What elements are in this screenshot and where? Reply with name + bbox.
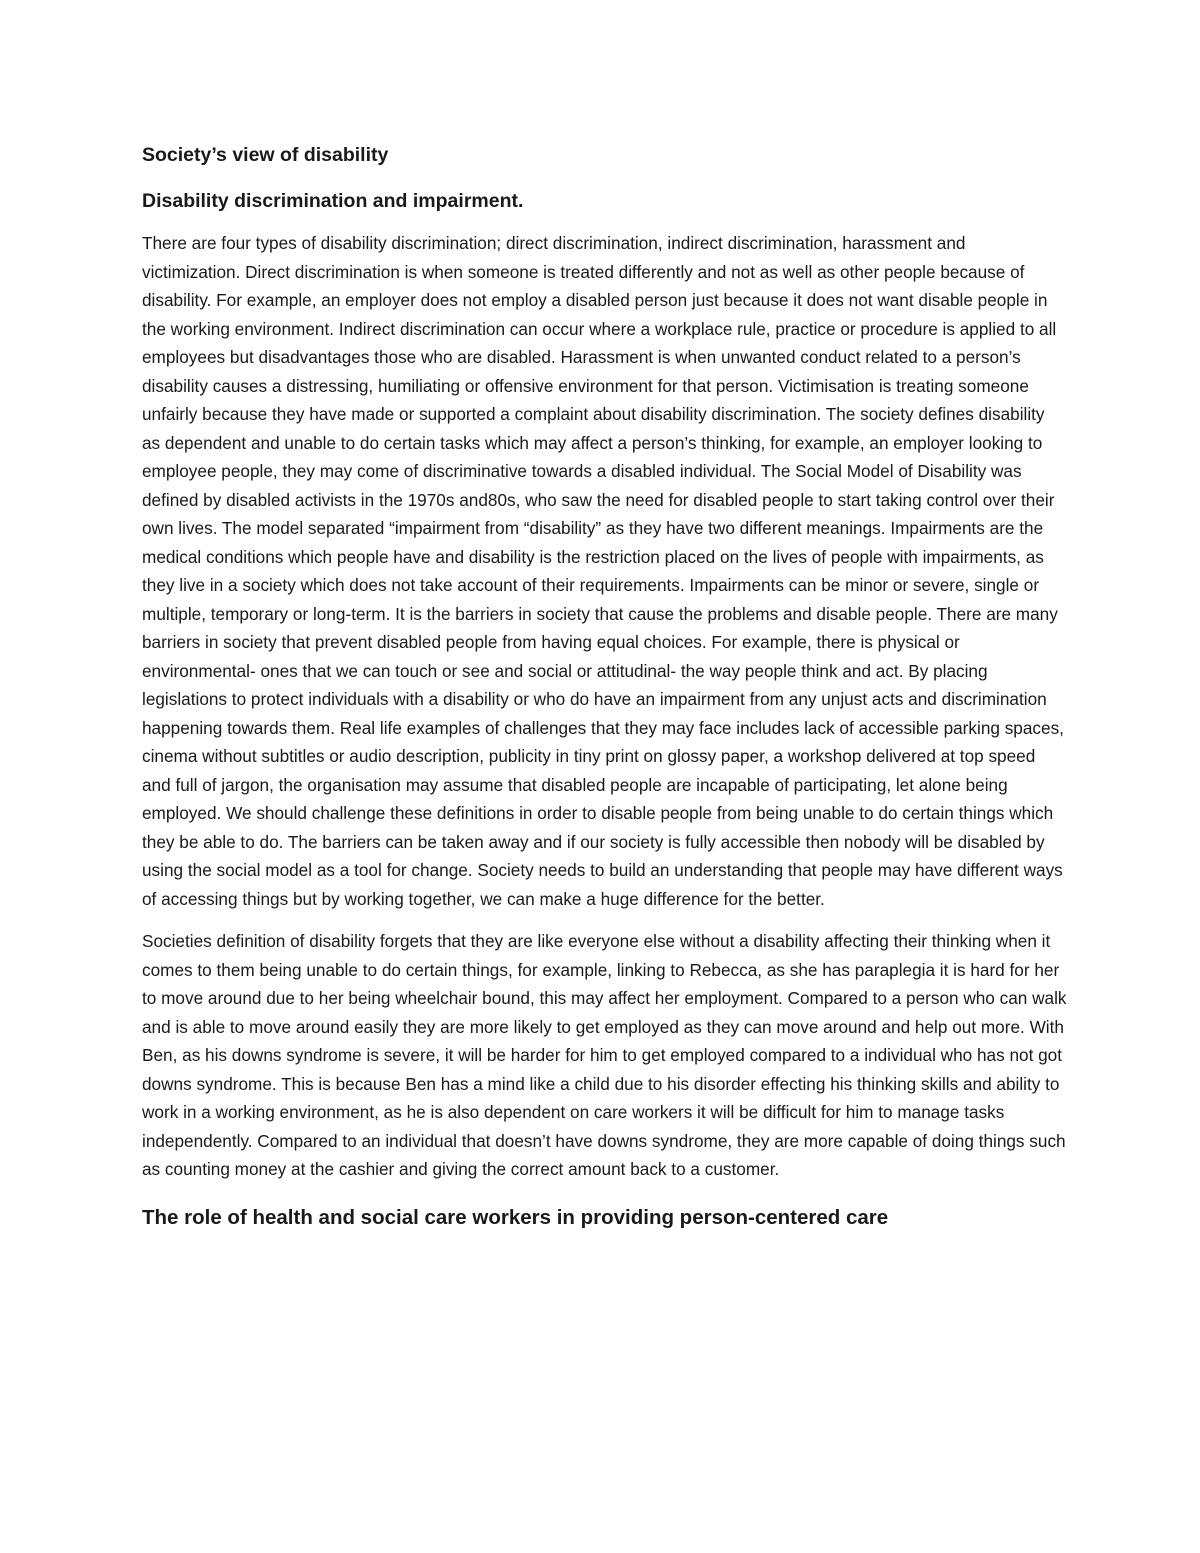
paragraph-society-definition: Societies definition of disability forgets that they are like everyone else without a disability affecting their thinking when it comes to them being unable to do certain things, for example, linking to Rebecca, as she has paraplegia it is hard for her to move around due to her being wheelchair bound, this may affect her employment. Compared to a person who can walk and is able to move around easily they are more likely to get employed as they can move around and help out more. With Ben, as his downs syndrome is severe, it will be harder for him to get employed compared to a individual who has not got downs syndrome. This is because Ben has a mind like a child due to his disorder effecting his thinking skills and ability to work in a working environment, as he is also dependent on care workers it will be difficult for him to manage tasks independently. Compared to an individual that doesn’t have downs syndrome, they are more capable of doing things such as counting money at the cashier and giving the correct amount back to a customer. <box>142 931 1067 1179</box>
paragraph-discrimination-types: There are four types of disability discrimination; direct discrimination, indirect discrimination, harassment and victimization. Direct discrimination is when someone is treated differently and not as well as other people because of disability. For example, an employer does not employ a disabled person just because it does not want disable people in the working environment. Indirect discrimination can occur where a workplace rule, practice or procedure is applied to all employees but disadvantages those who are disabled. Harassment is when unwanted conduct related to a person’s disability causes a distressing, humiliating or offensive environment for that person. Victimisation is treating someone unfairly because they have made or supported a complaint about disability discrimination. The society defines disability as dependent and unable to do certain tasks which may affect a person’s thinking, for example, an employer looking to employee people, they may come of discriminative towards a disabled individual. The Social Model of Disability was defined by disabled activists in the 1970s and80s, who saw the need for disabled people to start taking control over their own lives. The model separated “impairment from “disability” as they have two different meanings. Impairments are the medical conditions which people have and disability is the restriction placed on the lives of people with impairments, as they live in a society which does not take account of their requirements. Impairments can be minor or severe, single or multiple, temporary or long-term. It is the barriers in society that cause the problems and disable people. There are many barriers in society that prevent disabled people from having equal choices. For example, there is physical or environmental- ones that we can touch or see and social or attitudinal- the way people think and act. By placing legislations to protect individuals with a disability or who do have an impairment from any unjust acts and discrimination happening towards them. Real life examples of challenges that they may face includes lack of accessible parking spaces, cinema without subtitles or audio description, publicity in tiny print on glossy paper, a workshop delivered at top speed and full of jargon, the organisation may assume that disabled people are incapable of participating, let alone being employed. We should challenge these definitions in order to disable people from being unable to do certain things which they be able to do. The barriers can be taken away and if our society is fully accessible then nobody will be disabled by using the social model as a tool for change. Society needs to build an understanding that people may have different ways of accessing things but by working together, we can make a huge difference for the better. <box>142 233 1064 909</box>
section-heading: The role of health and social care workers in providing person-centered care <box>142 1205 889 1229</box>
document-subtitle: Disability discrimination and impairment. <box>142 190 524 212</box>
document-body <box>142 140 1067 1234</box>
document-title: Society’s view of disability <box>142 144 389 166</box>
